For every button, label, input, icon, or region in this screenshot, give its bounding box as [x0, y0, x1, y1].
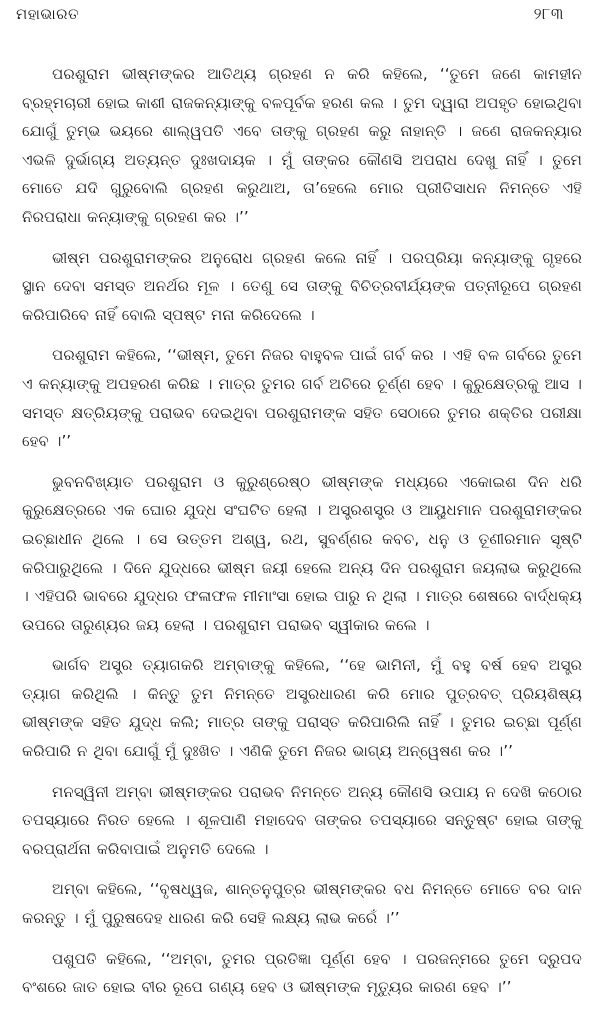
- paragraph: ଭାର୍ଗବ ଅସ୍ତ୍ର ତ୍ୟାଗକରି ଅମ୍ବାଙ୍କୁ କହିଲେ, ‘‘ହେ ଭାମିନୀ, ମୁଁ ବହୁ ବର୍ଷ ହେବ ଅସ୍ତ୍ର ତ୍ୟାଗ କରିଥିଲି । କିନ୍ତୁ ତୁମ ନିମନ୍ତେ ଅସ୍ତ୍ରଧାରଣ କରି ମୋର ପୁତ୍ରବତ୍ ପ୍ରିୟଶିଷ୍ୟ ଭୀଷ୍ମଙ୍କ ସହିତ ଯୁଦ୍ଧ କଲି; ମାତ୍ର ତାଙ୍କୁ ପରାସ୍ତ କରିପାରିଲି ନାହିଁ । ତୁମର ଇଚ୍ଛା ପୂର୍ଣ୍ଣ କରିପାରି ନ ଥିବା ଯୋଗୁଁ ମୁଁ ଦୁଃଖିତ । ଏଣିକି ତୁମେ ନିଜର ଭାଗ୍ୟ ଅନ୍ୱେଷଣ କର ।’’: [22, 656, 582, 761]
- book-title: ମହାଭାରତ: [16, 5, 80, 23]
- paragraph: ଅମ୍ବା କହିଲେ, ‘‘ବୃଷଧ୍ୱଜ, ଶାନ୍ତନୁପୁତ୍ର ଭୀଷ୍ମଙ୍କର ବଧ ନିମନ୍ତେ ମୋତେ ବର ଦାନ କରନ୍ତୁ । ମୁଁ ପୁରୁଷଦେହ ଧାରଣ କରି ସେହି ଲକ୍ଷ୍ୟ ଲାଭ କରେଁ ।’’: [22, 880, 582, 928]
- paragraph: ଭୁବନବିଖ୍ୟାତ ପରଶୁରାମ ଓ କୁରୁଶ୍ରେଷ୍ଠ ଭୀଷ୍ମଙ୍କ ମଧ୍ୟରେ ଏକୋଇଶ ଦିନ ଧରି କୁରୁକ୍ଷେତ୍ରରେ ଏକ ଘୋର ଯୁଦ୍ଧ ସଂଘଟିତ ହେଲା । ଅସ୍ତ୍ରଶସ୍ତ୍ର ଓ ଆୟୁଧମାନ ପରଶୁରାମଙ୍କର ଇଚ୍ଛାଧୀନ ଥିଲେ । ସେ ଉତ୍ତମ ଅଶ୍ୱ, ରଥ, ସୁବର୍ଣ୍ଣର କବଚ, ଧନୁ ଓ ତୂଣୀରମାନ ସୃଷ୍ଟି କରିପାରୁଥିଲେ । ଦିନେ ଯୁଦ୍ଧରେ ଭୀଷ୍ମ ଜୟୀ ହେଲେ ଅନ୍ୟ ଦିନ ପରଶୁରାମ ଜୟଲାଭ କରୁଥିଲେ । ଏହିପରି ଭାବରେ ଯୁଦ୍ଧର ଫଳାଫଳ ମୀମାଂସା ହୋଇ ପାରୁ ନ ଥିଲା । ମାତ୍ର ଶେଷରେ ବାର୍ଦ୍ଧକ୍ୟ ଉପରେ ତାରୁଣ୍ୟର ଜୟ ହେଲା । ପରଶୁରାମ ପରାଭବ ସ୍ୱୀକାର କଲେ ।: [22, 472, 582, 634]
- body-text: [22, 60, 582, 1002]
- page-number: ୨୮୩: [533, 4, 564, 23]
- paragraph: ପଶୁପତି କହିଲେ, ‘‘ଅମ୍ବା, ତୁମର ପ୍ରତିଜ୍ଞା ପୂର୍ଣ୍ଣ ହେବ । ପରଜନ୍ମରେ ତୁମେ ଦ୍ରୁପଦ ବଂଶରେ ଜାତ ହୋଇ ବୀର ରୂପେ ଗଣ୍ୟ ହେବ ଓ ଭୀଷ୍ମଙ୍କ ମୃତ୍ୟୁର କାରଣ ହେବ ।’’: [22, 949, 582, 997]
- paragraph: ପରଶୁରାମ ଭୀଷ୍ମଙ୍କର ଆତିଥ୍ୟ ଗ୍ରହଣ ନ କରି କହିଲେ, ‘‘ତୁମେ ଜଣେ କାମହୀନ ବ୍ରହ୍ମଚାରୀ ହୋଇ କାଶୀ ରାଜକନ୍ୟାଙ୍କୁ ବଳପୂର୍ବକ ହରଣ କଲ । ତୁମ ଦ୍ୱାରା ଅପହୃତ ହୋଇଥିବା ଯୋଗୁଁ ତୁମ୍ଭ ଭୟରେ ଶାଲ୍ୱପତି ଏବେ ତାଙ୍କୁ ଗ୍ରହଣ କରୁ ନାହାନ୍ତି । ଜଣେ ରାଜକନ୍ୟାର ଏଭଳି ଦୁର୍ଭାଗ୍ୟ ଅତ୍ୟନ୍ତ ଦୁଃଖଦାୟକ । ମୁଁ ତାଙ୍କର କୌଣସି ଅପରାଧ ଦେଖୁ ନାହିଁ । ତୁମେ ମୋତେ ଯଦି ଗୁରୁବୋଲି ଗ୍ରହଣ କରୁଥାଅ, ତା’ହେଲେ ମୋର ପ୍ରୀତିସାଧନ ନିମନ୍ତେ ଏହି ନିରପରାଧା କନ୍ୟାଙ୍କୁ ଗ୍ରହଣ କର ।’’: [22, 65, 582, 226]
- paragraph: ମନସ୍ୱିନୀ ଅମ୍ବା ଭୀଷ୍ମଙ୍କର ପରାଭବ ନିମନ୍ତେ ଅନ୍ୟ କୌଣସି ଉପାୟ ନ ଦେଖି କଠୋର ତପସ୍ୟାରେ ନିରତ ହେଲେ । ଶୂଳପାଣି ମହାଦେବ ତାଙ୍କର ତପସ୍ୟାରେ ସନ୍ତୁଷ୍ଟ ହୋଇ ତାଙ୍କୁ ବରପ୍ରାର୍ଥନା କରିବାପାଇଁ ଅନୁମତି ଦେଲେ ।: [22, 782, 582, 858]
- paragraph: ପରଶୁରାମ କହିଲେ, ‘‘ଭୀଷ୍ମ, ତୁମେ ନିଜର ବାହୁବଳ ପାଇଁ ଗର୍ବ କର । ଏହି ବଳ ଗର୍ବରେ ତୁମେ ଏ କନ୍ୟାଙ୍କୁ ଅପହରଣ କରିଛ । ମାତ୍ର ତୁମର ଗର୍ବ ଅଚିରେ ଚୂର୍ଣ୍ଣ ହେବ । କୁରୁକ୍ଷେତ୍ରକୁ ଆସ । ସମସ୍ତ କ୍ଷତ୍ରିୟଙ୍କୁ ପରାଭବ ଦେଇଥିବା ପରଶୁରାମଙ୍କ ସହିତ ସେଠାରେ ତୁମର ଶକ୍ତିର ପରୀକ୍ଷା ହେବ ।’’: [22, 346, 582, 451]
- paragraph: ଭୀଷ୍ମ ପରଶୁରାମଙ୍କର ଅନୁରୋଧ ଗ୍ରହଣ କଲେ ନାହିଁ । ପରପ୍ରିୟା କନ୍ୟାଙ୍କୁ ଗୃହରେ ସ୍ଥାନ ଦେବା ସମସ୍ତ ଅନର୍ଥର ମୂଳ । ତେଣୁ ସେ ତାଙ୍କୁ ବିଚିତ୍ରବୀର୍ଯ୍ୟଙ୍କ ପତ୍ନୀରୂପେ ଗ୍ରହଣ କରିପାରିବେ ନାହିଁ ବୋଲି ସ୍ପଷ୍ଟ ମନା କରିଦେଲେ ।: [22, 248, 582, 324]
- running-head: [16, 4, 582, 30]
